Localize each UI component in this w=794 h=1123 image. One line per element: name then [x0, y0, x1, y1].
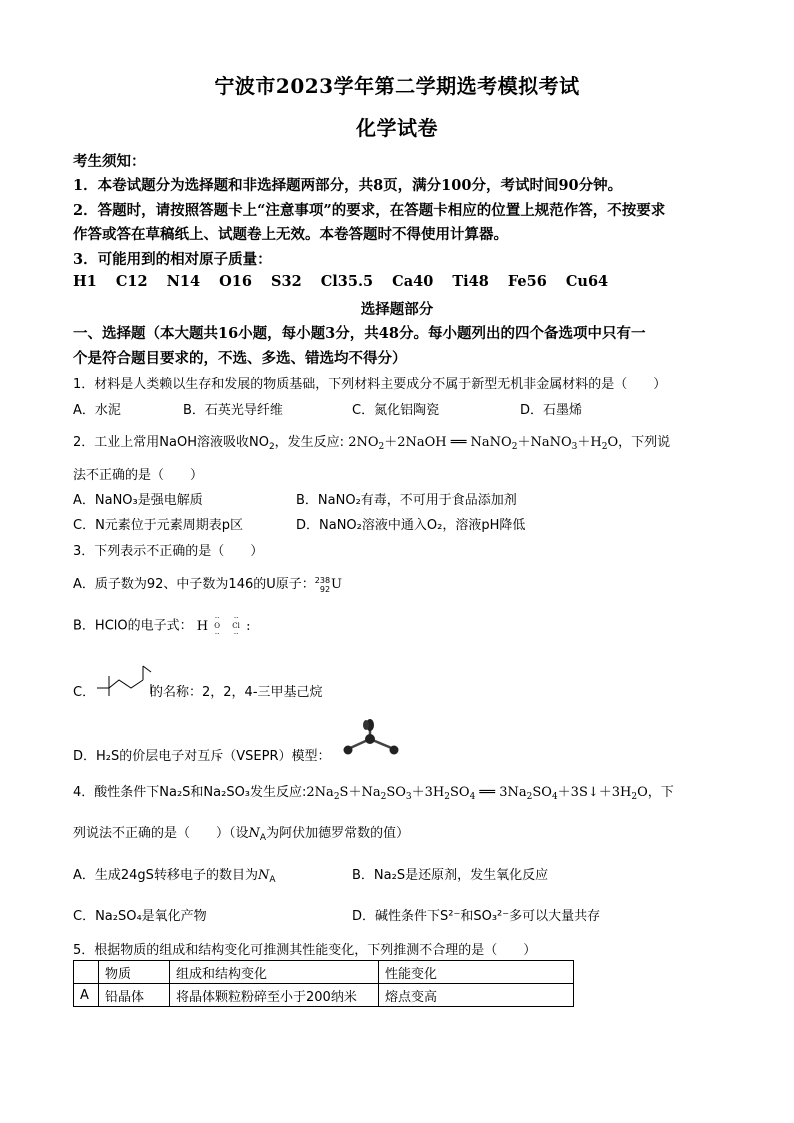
table-cell: 将晶体颗粒粉碎至小于200纳米: [170, 984, 379, 1007]
q2-stem-post: ，下列说: [618, 435, 671, 450]
q2-option-a: A．NaNO₃是强电解质: [73, 493, 203, 508]
q1-option-a: A．水泥: [73, 403, 121, 418]
q5-table: [73, 960, 574, 1007]
q1-option-c: C．氮化铝陶瓷: [352, 403, 440, 418]
table-row: [74, 984, 574, 1007]
q4-stem-line2: 列说法不正确的是（ ）（设$N_A$为阿伏加德罗常数的值）: [73, 826, 410, 843]
table-header-cell: [74, 961, 99, 984]
q4-stem: [73, 781, 674, 802]
q1-stem: 1．材料是人类赖以生存和发展的物质基础，下列材料主要成分不属于新型无机非金属材料的是（ ）: [73, 377, 667, 392]
table-header-cell: 组成和结构变化: [170, 961, 379, 984]
q4-stem-pre: 4．酸性条件下Na₂S和Na₂SO₃发生反应:: [73, 785, 307, 800]
q3-stem: 3．下列表示不正确的是（ ）: [73, 544, 264, 559]
q4-na-note: 为阿伏加德罗常数的值）: [266, 826, 410, 841]
nuclide-notation: [315, 576, 330, 594]
mass-Ti: Ti48: [452, 273, 489, 290]
vsepr-model-image: [340, 717, 400, 759]
section-title: 选择题部分: [360, 301, 434, 318]
q2-option-b: B．NaNO₂有毒，不可用于食品添加剂: [296, 493, 517, 508]
table-cell: 熔点变高: [379, 984, 574, 1007]
mass-H: H1: [73, 273, 97, 290]
q4-option-a-text: A．生成24gS转移电子的数目为: [73, 868, 258, 883]
q3-b-text: B．HClO的电子式：: [73, 618, 193, 634]
mass-Cu: Cu64: [565, 273, 609, 290]
q4-stem-post: ，下: [647, 785, 674, 800]
q2-stem: 2．工业上常用NaOH溶液吸收$NO_2$，发生反应: $2NO_2+2NaOH$ ══ $NaNO_2+NaNO_3+H_2O$，下列说: [73, 435, 671, 452]
hclo-electron-formula: H·· O ···· Cl ··:: [196, 614, 251, 638]
q2-option-c: C．N元素位于元素周期表p区: [73, 518, 244, 533]
q4-option-b: B．Na₂S是还原剂，发生氧化反应: [352, 868, 549, 883]
q4-option-d: D．碱性条件下S²⁻和SO₃²⁻多可以大量共存: [352, 909, 601, 924]
q2-stem-pre: 2．工业上常用NaOH溶液吸收NO: [73, 435, 269, 450]
exam-title: 宁波市2023学年第二学期选考模拟考试: [214, 74, 580, 98]
q3-option-a: [73, 573, 342, 594]
q2-stem-mid: ，发生反应:: [274, 435, 345, 450]
table-header-cell: 性能变化: [379, 961, 574, 984]
q4-stem-line2-text: 列说法不正确的是（ ）（设: [73, 826, 249, 841]
exam-subtitle: 化学试卷: [356, 116, 438, 140]
skeletal-formula-image: [95, 662, 155, 696]
q2-equation: $2NO_2+2NaOH$ ══ $NaNO_2+NaNO_3+H_2O$: [348, 435, 619, 452]
mass-Fe: Fe56: [507, 273, 547, 290]
q2-option-d: D．NaNO₂溶液中通入O₂，溶液pH降低: [296, 518, 526, 533]
notice-heading: 考生须知：: [73, 153, 146, 170]
table-cell: 铅晶体: [99, 984, 170, 1007]
notice-item-2-cont: 作答或答在草稿纸上、试题卷上无效。本卷答题时不得使用计算器。: [73, 226, 508, 243]
q5-stem: 5．根据物质的组成和结构变化可推测其性能变化，下列推测不合理的是（ ）: [73, 943, 537, 958]
q1-option-b: B．石英光导纤维: [183, 403, 283, 418]
notice-item-3: 3．可能用到的相对原子质量：: [73, 251, 272, 268]
mass-N: N14: [166, 273, 201, 290]
q3-option-c-text: 的名称：2，2，4-三甲基己烷: [150, 685, 323, 700]
mass-number: 238: [314, 575, 331, 585]
mass-Ca: Ca40: [392, 273, 434, 290]
atomic-number: 92: [319, 584, 331, 594]
q3-a-text: A．质子数为92、中子数为146的U原子：: [73, 577, 315, 592]
table-cell: A: [74, 984, 99, 1007]
notice-item-1: 1．本卷试题分为选择题和非选择题两部分，共8页，满分100分，考试时间90分钟。: [73, 177, 623, 194]
section-heading-line1: 一、选择题（本大题共16小题，每小题3分，共48分。每小题列出的四个备选项中只有一: [73, 325, 646, 342]
q4-option-c: C．Na₂SO₄是氧化产物: [73, 909, 207, 924]
q3-option-b: [73, 614, 251, 638]
q3-option-c-label: C．: [73, 685, 96, 700]
section-heading-line2: 个是符合题目要求的，不选、多选、错选均不得分）: [73, 350, 407, 367]
mass-O: O16: [219, 273, 252, 290]
mass-S: S32: [271, 273, 302, 290]
q1-option-d: D．石墨烯: [520, 403, 583, 418]
q2-stem-line2: 法不正确的是（ ）: [73, 468, 204, 483]
table-header-cell: 物质: [99, 961, 170, 984]
mass-C: C12: [115, 273, 148, 290]
atomic-masses: [73, 273, 608, 290]
table-header-row: [74, 961, 574, 984]
q4-option-a: A．生成24gS转移电子的数目为$N_A$: [73, 868, 276, 885]
q3-option-d-text: D．H₂S的价层电子对互斥（VSEPR）模型：: [73, 749, 331, 764]
mass-Cl: Cl35.5: [320, 273, 374, 290]
q4-equation: $2Na_2S+Na_2SO_3+3H_2SO_4$ ══ $3Na_2SO_4+3S↓+3H_2O$: [306, 785, 648, 802]
element-symbol: U: [331, 577, 343, 592]
notice-item-2: 2．答题时，请按照答题卡上“注意事项”的要求，在答题卡相应的位置上规范作答，不按要求: [73, 202, 666, 219]
